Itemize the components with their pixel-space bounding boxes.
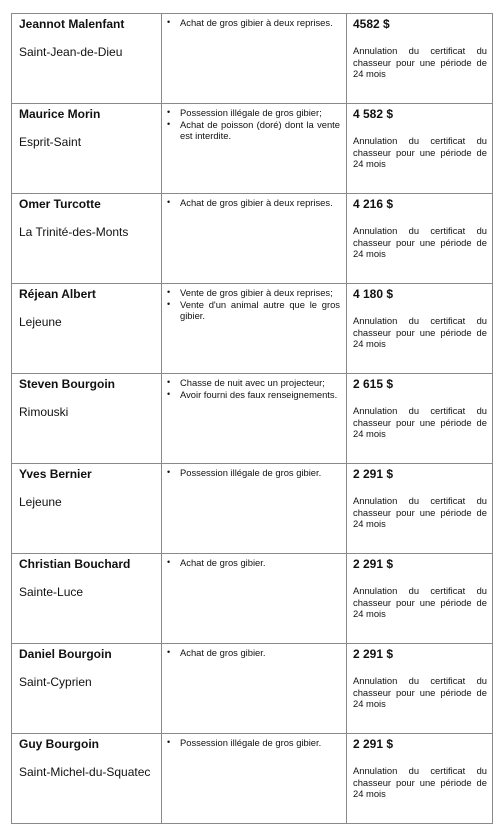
- fine-amount: 2 291 $: [353, 737, 394, 751]
- person-locality: Saint-Jean-de-Dieu: [19, 45, 123, 59]
- offense-item: • Achat de gros gibier.: [162, 647, 340, 659]
- table-row: [12, 374, 493, 464]
- offenses-list: [162, 737, 340, 749]
- offenders-table: [11, 13, 493, 824]
- person-cell: [12, 644, 162, 734]
- penalty-cell: [347, 194, 493, 284]
- table-body: [12, 14, 493, 824]
- penalty-cell: [347, 644, 493, 734]
- person-cell: [12, 554, 162, 644]
- table-row: [12, 734, 493, 824]
- penalty-text: Annulation du certificat du chasseur pour une période de 24 mois: [353, 225, 487, 259]
- person-name: Yves Bernier: [19, 467, 92, 481]
- penalty-cell: [347, 14, 493, 104]
- person-name: Guy Bourgoin: [19, 737, 99, 751]
- penalty-text: Annulation du certificat du chasseur pour une période de 24 mois: [353, 135, 487, 169]
- person-locality: Lejeune: [19, 495, 62, 509]
- offenses-list: [162, 647, 340, 659]
- table-row: [12, 464, 493, 554]
- fine-amount: 4 582 $: [353, 107, 394, 121]
- person-name: Jeannot Malenfant: [19, 17, 125, 31]
- fine-amount: 2 291 $: [353, 467, 394, 481]
- person-locality: Saint-Michel-du-Squatec: [19, 765, 151, 779]
- penalty-text: Annulation du certificat du chasseur pour une période de 24 mois: [353, 495, 487, 529]
- offenses-list: [162, 557, 340, 569]
- person-name: Steven Bourgoin: [19, 377, 116, 391]
- person-locality: Lejeune: [19, 315, 62, 329]
- table-row: [12, 14, 493, 104]
- offenses-cell: [162, 14, 347, 104]
- offenses-cell: [162, 644, 347, 734]
- person-locality: Esprit-Saint: [19, 135, 82, 149]
- offenses-list: [162, 197, 340, 209]
- person-locality: La Trinité-des-Monts: [19, 225, 129, 239]
- penalty-text: Annulation du certificat du chasseur pour une période de 24 mois: [353, 405, 487, 439]
- offenses-list: [162, 377, 340, 400]
- offense-item: • Vente de gros gibier à deux reprises;: [162, 287, 340, 299]
- offense-item: • Vente d'un animal autre que le gros gibier.: [162, 299, 340, 322]
- person-name: Maurice Morin: [19, 107, 101, 121]
- person-cell: [12, 284, 162, 374]
- person-cell: [12, 464, 162, 554]
- person-name: Réjean Albert: [19, 287, 96, 301]
- person-cell: [12, 104, 162, 194]
- offense-item: • Possession illégale de gros gibier.: [162, 467, 340, 479]
- person-name: Christian Bouchard: [19, 557, 131, 571]
- offense-item: • Achat de gros gibier à deux reprises.: [162, 197, 340, 209]
- offenses-list: [162, 287, 340, 322]
- offense-item: • Achat de gros gibier.: [162, 557, 340, 569]
- offenses-cell: [162, 464, 347, 554]
- table-row: [12, 644, 493, 734]
- person-locality: Saint-Cyprien: [19, 675, 92, 689]
- penalty-cell: [347, 284, 493, 374]
- offenses-cell: [162, 194, 347, 284]
- person-name: Omer Turcotte: [19, 197, 101, 211]
- offenses-cell: [162, 284, 347, 374]
- penalty-cell: [347, 374, 493, 464]
- table-row: [12, 194, 493, 284]
- penalty-cell: [347, 734, 493, 824]
- offense-item: • Avoir fourni des faux renseignements.: [162, 389, 340, 401]
- offenses-cell: [162, 374, 347, 464]
- person-cell: [12, 14, 162, 104]
- offenses-list: [162, 107, 340, 142]
- offense-item: • Achat de poisson (doré) dont la vente est interdite.: [162, 119, 340, 142]
- penalty-text: Annulation du certificat du chasseur pour une période de 24 mois: [353, 765, 487, 799]
- offense-item: • Possession illégale de gros gibier.: [162, 737, 340, 749]
- offenses-list: [162, 467, 340, 479]
- person-cell: [12, 374, 162, 464]
- fine-amount: 4582 $: [353, 17, 390, 31]
- penalty-cell: [347, 554, 493, 644]
- person-name: Daniel Bourgoin: [19, 647, 112, 661]
- person-cell: [12, 734, 162, 824]
- person-locality: Rimouski: [19, 405, 69, 419]
- table-row: [12, 554, 493, 644]
- offenses-cell: [162, 734, 347, 824]
- offenses-cell: [162, 104, 347, 194]
- offense-item: • Achat de gros gibier à deux reprises.: [162, 17, 340, 29]
- penalty-cell: [347, 104, 493, 194]
- penalty-text: Annulation du certificat du chasseur pour une période de 24 mois: [353, 315, 487, 349]
- penalty-text: Annulation du certificat du chasseur pour une période de 24 mois: [353, 45, 487, 79]
- fine-amount: 2 291 $: [353, 647, 394, 661]
- penalty-text: Annulation du certificat du chasseur pour une période de 24 mois: [353, 585, 487, 619]
- person-locality: Sainte-Luce: [19, 585, 84, 599]
- offense-item: • Possession illégale de gros gibier;: [162, 107, 340, 119]
- offense-item: • Chasse de nuit avec un projecteur;: [162, 377, 340, 389]
- fine-amount: 2 615 $: [353, 377, 394, 391]
- table-row: [12, 104, 493, 194]
- person-cell: [12, 194, 162, 284]
- penalty-cell: [347, 464, 493, 554]
- penalty-text: Annulation du certificat du chasseur pour une période de 24 mois: [353, 675, 487, 709]
- table-row: [12, 284, 493, 374]
- fine-amount: 2 291 $: [353, 557, 394, 571]
- fine-amount: 4 216 $: [353, 197, 394, 211]
- fine-amount: 4 180 $: [353, 287, 394, 301]
- offenses-list: [162, 17, 340, 29]
- offenses-cell: [162, 554, 347, 644]
